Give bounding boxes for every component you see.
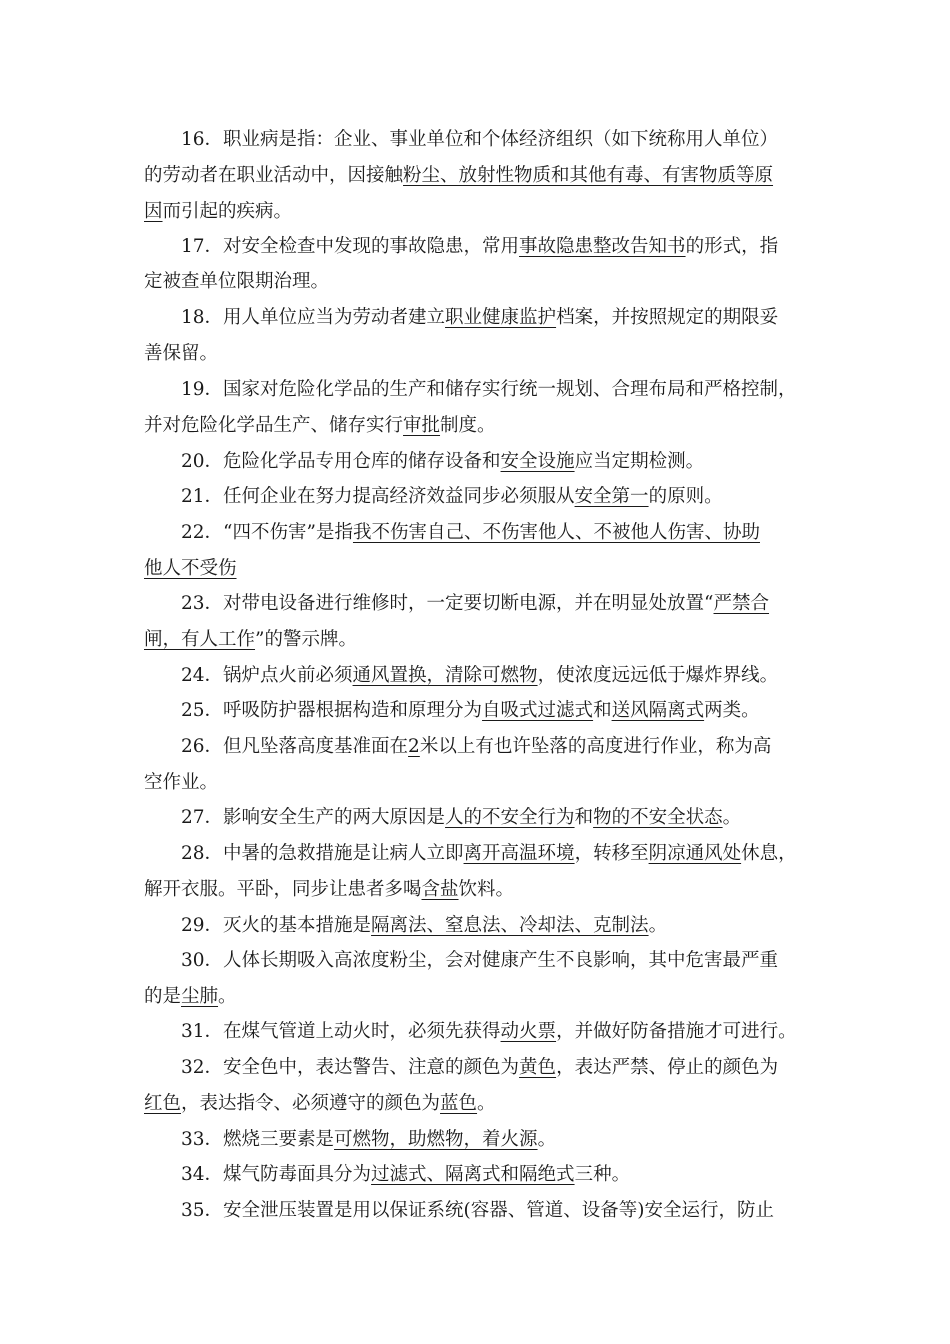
answer-blank: 闸，有人工作 — [144, 629, 256, 650]
answer-blank: 审批 — [403, 415, 441, 436]
item-first-line — [181, 664, 778, 688]
text-segment: 32．安全色中，表达警告、注意的颜色为 — [181, 1057, 520, 1078]
text-segment: 20．危险化学品专用仓库的储存设备和 — [181, 451, 501, 472]
text-segment: 21．任何企业在努力提高经济效益同步必须服从 — [181, 486, 575, 507]
text-segment: 的是 — [144, 986, 182, 1007]
text-segment: 而引起的疾病。 — [162, 201, 293, 222]
text-segment: ，表达指令、必须遵守的颜色为 — [181, 1093, 441, 1114]
text-segment: 档案，并按照规定的期限妥 — [556, 307, 779, 328]
item-continuation-line — [144, 771, 218, 795]
text-segment: 19．国家对危险化学品的生产和储存实行统一规划、合理布局和严格控制， — [181, 379, 797, 400]
text-segment: ”的警示牌。 — [255, 629, 357, 650]
item-first-line — [181, 521, 760, 545]
text-segment: 。 — [218, 986, 237, 1007]
text-segment: 和 — [574, 807, 594, 828]
answer-blank: 严禁合 — [713, 593, 770, 614]
text-segment: 饮料。 — [458, 879, 515, 900]
text-segment: 29．灭火的基本措施是 — [181, 915, 372, 936]
item-first-line — [181, 235, 778, 259]
item-continuation-line — [144, 878, 514, 902]
text-segment: 33．燃烧三要素是 — [181, 1129, 335, 1150]
answer-blank: 尘肺 — [181, 986, 219, 1007]
text-segment: 三种。 — [574, 1164, 631, 1185]
text-segment: 35．安全泄压装置是用以保证系统(容器、管道、设备等)安全运行，防止 — [181, 1200, 774, 1221]
text-segment: 16．职业病是指：企业、事业单位和个体经济组织（如下统称用人单位） — [181, 129, 779, 150]
text-segment: 并对危险化学品生产、储存实行 — [144, 415, 404, 436]
answer-blank: 过滤式、隔离式和隔绝式 — [371, 1164, 575, 1185]
answer-blank: 他人不受伤 — [144, 558, 237, 579]
answer-blank: 人的不安全行为 — [445, 807, 575, 828]
text-segment: 。 — [477, 1093, 496, 1114]
item-first-line — [181, 735, 771, 759]
text-segment: ，转移至 — [574, 843, 649, 864]
answer-blank: 红色 — [144, 1093, 182, 1114]
item-first-line — [181, 1199, 774, 1223]
text-segment: ，表达严禁、停止的颜色为 — [556, 1057, 779, 1078]
answer-blank: 自吸式过滤式 — [482, 700, 594, 721]
item-first-line — [181, 806, 741, 830]
text-segment: 米以上有也许坠落的高度进行作业，称为高 — [419, 736, 772, 757]
item-first-line — [181, 699, 760, 723]
item-continuation-line — [144, 164, 773, 188]
text-segment: 24．锅炉点火前必须 — [181, 665, 353, 686]
text-segment: 两类。 — [704, 700, 760, 721]
text-segment: 解开衣服。平卧，同步让患者多喝 — [144, 879, 422, 900]
item-first-line — [181, 485, 723, 509]
text-segment: 的原则。 — [648, 486, 723, 507]
item-continuation-line — [144, 270, 329, 294]
item-first-line — [181, 592, 769, 616]
text-segment: 34．煤气防毒面具分为 — [181, 1164, 372, 1185]
answer-blank: 职业健康监护 — [445, 307, 557, 328]
item-first-line — [181, 914, 667, 938]
answer-blank: 可燃物，助燃物，着火源 — [334, 1129, 538, 1150]
answer-blank: 粉尘、放射性物质和其他有毒、有害物质等原 — [403, 165, 774, 186]
answer-blank: 送风隔离式 — [611, 700, 705, 721]
text-segment: 26．但凡坠落高度基准面在 — [181, 736, 409, 757]
item-continuation-line — [144, 1092, 496, 1116]
answer-blank: 我不伤害自己、不伤害他人、不被他人伤害、协助 — [352, 522, 760, 543]
text-segment: 。 — [722, 807, 742, 828]
text-segment: 和 — [593, 700, 612, 721]
text-segment: 17．对安全检查中发现的事故隐患，常用 — [181, 236, 520, 257]
item-first-line — [181, 378, 797, 402]
answer-blank: 黄色 — [519, 1057, 557, 1078]
answer-blank: 安全第一 — [574, 486, 649, 507]
text-segment: 善保留。 — [144, 343, 219, 364]
text-segment: 制度。 — [440, 415, 496, 436]
text-segment: 定被查单位限期治理。 — [144, 271, 330, 292]
text-segment: 23．对带电设备进行维修时，一定要切断电源，并在明显处放置“ — [181, 593, 714, 614]
answer-blank: 隔离法、窒息法、冷却法、克制法 — [371, 915, 649, 936]
item-continuation-line — [144, 628, 357, 652]
answer-blank: 含盐 — [421, 879, 459, 900]
answer-blank: 通风置换，清除可燃物 — [352, 665, 538, 686]
answer-blank: 离开高温环境 — [463, 843, 575, 864]
text-segment: 28．中暑的急救措施是让病人立即 — [181, 843, 464, 864]
item-first-line — [181, 949, 778, 973]
text-segment: 休息， — [741, 843, 797, 864]
text-segment: 22．“四不伤害”是指 — [181, 522, 353, 543]
answer-blank: 动火票 — [500, 1021, 557, 1042]
text-segment: 。 — [648, 915, 668, 936]
answer-blank: 2 — [408, 736, 420, 757]
answer-blank: 安全设施 — [500, 451, 575, 472]
answer-blank: 蓝色 — [440, 1093, 478, 1114]
item-first-line — [181, 1128, 556, 1152]
text-segment: 的劳动者在职业活动中，因接触 — [144, 165, 404, 186]
item-first-line — [181, 1056, 778, 1080]
text-segment: 18．用人单位应当为劳动者建立 — [181, 307, 446, 328]
text-segment: 应当定期检测。 — [574, 451, 705, 472]
item-continuation-line — [144, 200, 292, 224]
item-first-line — [181, 306, 778, 330]
item-first-line — [181, 842, 797, 866]
text-segment: 31．在煤气管道上动火时，必须先获得 — [181, 1021, 501, 1042]
text-segment: ，并做好防备措施才可进行。 — [556, 1021, 797, 1042]
text-segment: 27．影响安全生产的两大原因是 — [181, 807, 446, 828]
answer-blank: 因 — [144, 201, 163, 222]
item-continuation-line — [144, 414, 496, 438]
item-continuation-line — [144, 557, 237, 581]
text-segment: 。 — [537, 1129, 557, 1150]
item-continuation-line — [144, 985, 237, 1009]
item-first-line — [181, 1163, 630, 1187]
text-segment: 30．人体长期吸入高浓度粉尘，会对健康产生不良影响，其中危害最严重 — [181, 950, 779, 971]
item-continuation-line — [144, 342, 218, 366]
item-first-line — [181, 450, 704, 474]
text-segment: ，使浓度远远低于爆炸界线。 — [537, 665, 779, 686]
text-segment: 的形式，指 — [685, 236, 779, 257]
answer-blank: 阴凉通风处 — [648, 843, 742, 864]
text-segment: 空作业。 — [144, 772, 219, 793]
answer-blank: 物的不安全状态 — [593, 807, 723, 828]
text-segment: 25．呼吸防护器根据构造和原理分为 — [181, 700, 483, 721]
item-first-line — [181, 128, 778, 152]
answer-blank: 事故隐患整改告知书 — [519, 236, 686, 257]
item-first-line — [181, 1020, 797, 1044]
